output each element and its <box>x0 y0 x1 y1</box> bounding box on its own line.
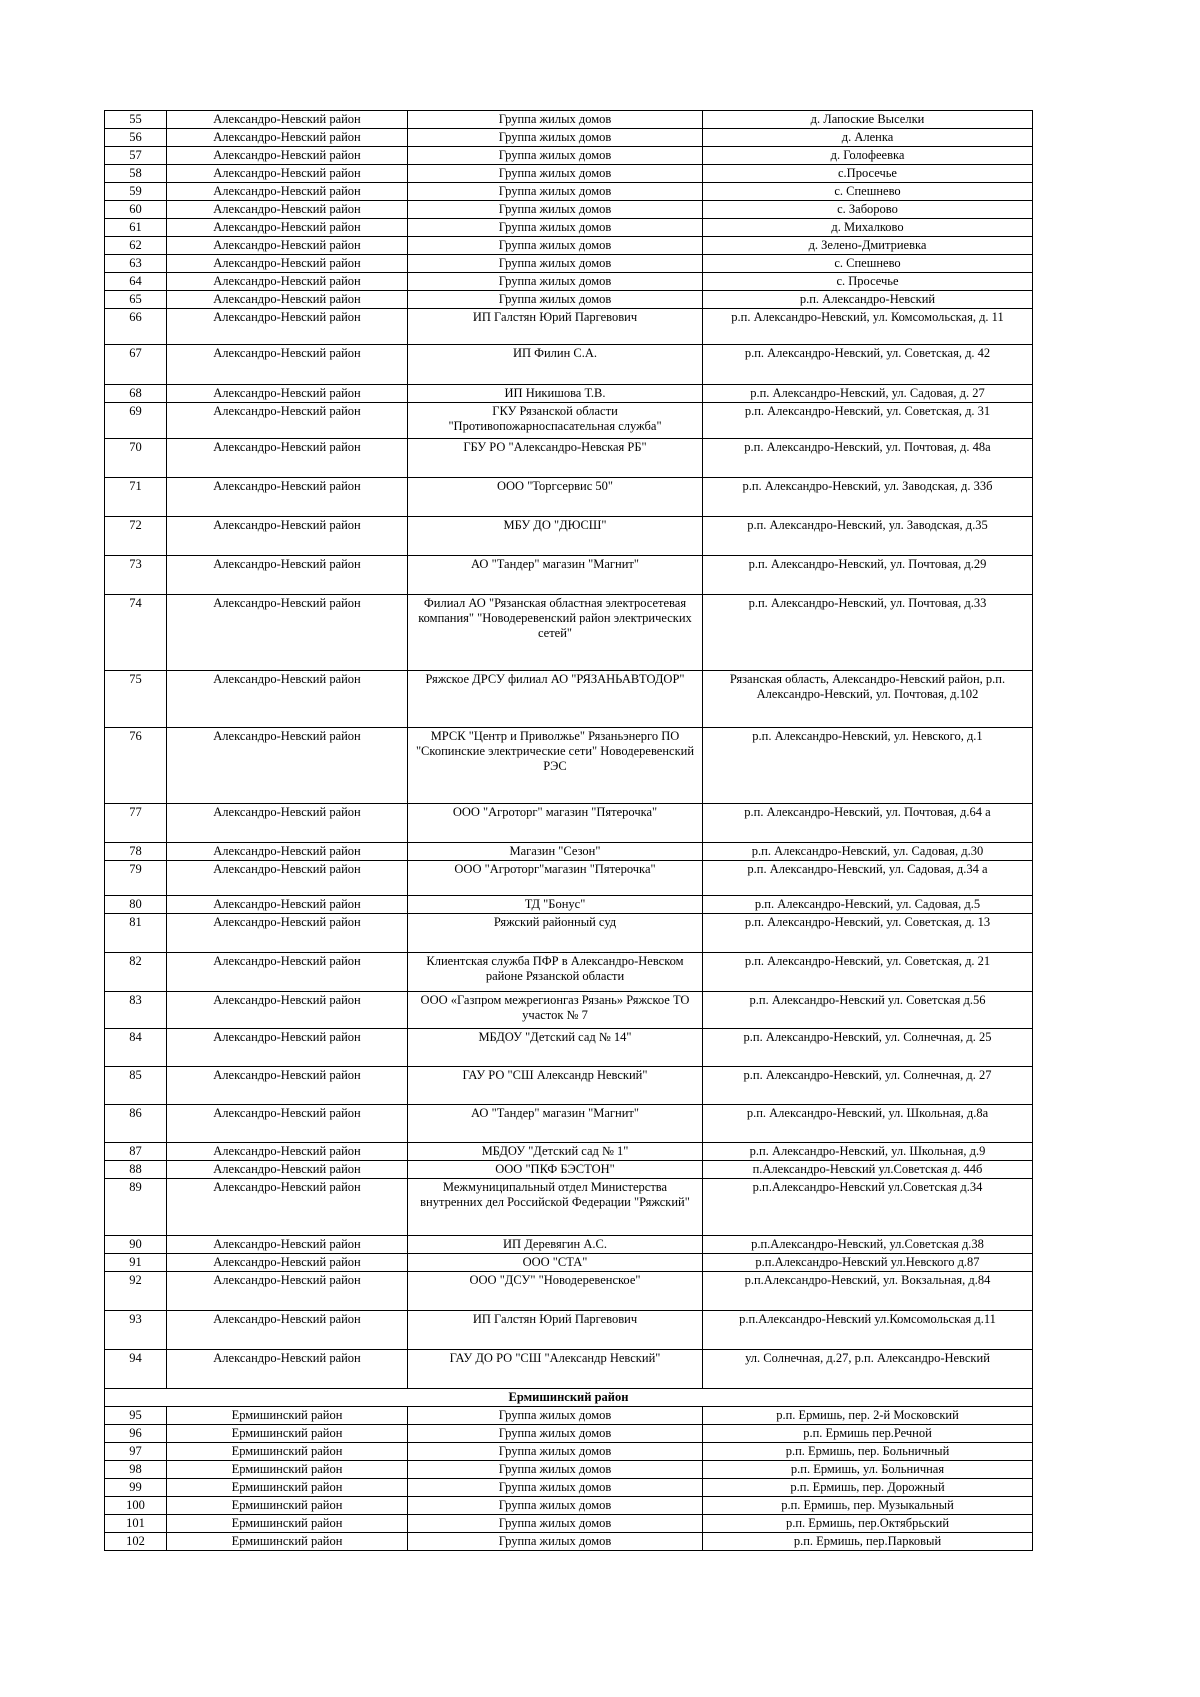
row-number: 89 <box>105 1179 167 1236</box>
address-cell: п.Александро-Невский ул.Советская д. 44б <box>703 1161 1033 1179</box>
organization-cell: ИП Филин С.А. <box>408 345 703 385</box>
table-row <box>105 1272 1033 1311</box>
organization-cell: Группа жилых домов <box>408 147 703 165</box>
organization-cell: МБДОУ "Детский сад № 14" <box>408 1029 703 1067</box>
district-cell: Александро-Невский район <box>167 896 408 914</box>
address-cell: д. Зелено-Дмитриевка <box>703 237 1033 255</box>
organization-cell: Межмуниципальный отдел Министерства внутренних дел Российской Федерации "Ряжский" <box>408 1179 703 1236</box>
organization-cell: Группа жилых домов <box>408 255 703 273</box>
table-row <box>105 1029 1033 1067</box>
district-cell: Александро-Невский район <box>167 1143 408 1161</box>
organization-cell: АО "Тандер" магазин "Магнит" <box>408 556 703 595</box>
address-cell: р.п.Александро-Невский, ул.Советская д.38 <box>703 1236 1033 1254</box>
organization-cell: Группа жилых домов <box>408 165 703 183</box>
row-number: 68 <box>105 385 167 403</box>
row-number: 55 <box>105 111 167 129</box>
address-cell: р.п. Ермишь пер.Речной <box>703 1425 1033 1443</box>
district-cell: Александро-Невский район <box>167 843 408 861</box>
address-cell: с.Просечье <box>703 165 1033 183</box>
table-row <box>105 1311 1033 1350</box>
district-cell: Александро-Невский район <box>167 165 408 183</box>
row-number: 73 <box>105 556 167 595</box>
table-row <box>105 111 1033 129</box>
table-row <box>105 1497 1033 1515</box>
district-cell: Александро-Невский район <box>167 183 408 201</box>
district-cell: Ермишинский район <box>167 1461 408 1479</box>
organization-cell: Группа жилых домов <box>408 201 703 219</box>
organization-cell: Группа жилых домов <box>408 129 703 147</box>
row-number: 74 <box>105 595 167 671</box>
table-row <box>105 1179 1033 1236</box>
row-number: 99 <box>105 1479 167 1497</box>
organization-cell: МБДОУ "Детский сад № 1" <box>408 1143 703 1161</box>
address-cell: р.п. Александро-Невский, ул. Садовая, д.30 <box>703 843 1033 861</box>
table-section-ermishinsky <box>105 1407 1033 1551</box>
row-number: 92 <box>105 1272 167 1311</box>
row-number: 86 <box>105 1105 167 1143</box>
table-row <box>105 255 1033 273</box>
table-row <box>105 439 1033 478</box>
organization-cell: Ряжский районный суд <box>408 914 703 953</box>
table-row <box>105 804 1033 843</box>
table-row <box>105 1533 1033 1551</box>
organization-cell: ТД "Бонус" <box>408 896 703 914</box>
organization-cell: ООО "СТА" <box>408 1254 703 1272</box>
row-number: 64 <box>105 273 167 291</box>
row-number: 82 <box>105 953 167 992</box>
row-number: 90 <box>105 1236 167 1254</box>
table-row <box>105 595 1033 671</box>
organization-cell: ГАУ ДО РО "СШ "Александр Невский" <box>408 1350 703 1389</box>
district-cell: Александро-Невский район <box>167 129 408 147</box>
district-cell: Александро-Невский район <box>167 439 408 478</box>
row-number: 62 <box>105 237 167 255</box>
row-number: 63 <box>105 255 167 273</box>
district-cell: Ермишинский район <box>167 1497 408 1515</box>
table-row <box>105 1143 1033 1161</box>
district-cell: Александро-Невский район <box>167 147 408 165</box>
address-cell: Рязанская область, Александро-Невский район, р.п. Александро-Невский, ул. Почтовая, д.102 <box>703 671 1033 728</box>
district-cell: Александро-Невский район <box>167 953 408 992</box>
organization-cell: Группа жилых домов <box>408 1461 703 1479</box>
address-cell: р.п. Александро-Невский, ул. Заводская, д. 33б <box>703 478 1033 517</box>
address-cell: р.п. Александро-Невский, ул. Почтовая, д.33 <box>703 595 1033 671</box>
district-cell: Ермишинский район <box>167 1515 408 1533</box>
table-row <box>105 1236 1033 1254</box>
table-row <box>105 1407 1033 1425</box>
table-row <box>105 861 1033 896</box>
organization-cell: Филиал АО "Рязанская областная электросетевая компания" "Новодеревенский район электрических сетей" <box>408 595 703 671</box>
row-number: 91 <box>105 1254 167 1272</box>
organization-cell: ИП Никишова Т.В. <box>408 385 703 403</box>
row-number: 75 <box>105 671 167 728</box>
row-number: 78 <box>105 843 167 861</box>
district-cell: Александро-Невский район <box>167 992 408 1029</box>
row-number: 60 <box>105 201 167 219</box>
organization-cell: Группа жилых домов <box>408 1443 703 1461</box>
table-row <box>105 843 1033 861</box>
organization-cell: Группа жилых домов <box>408 1407 703 1425</box>
section-heading-ermishinsky: Ермишинский район <box>105 1389 1033 1407</box>
address-cell: р.п. Александро-Невский, ул. Комсомольская, д. 11 <box>703 309 1033 345</box>
table-section-header <box>105 1389 1033 1407</box>
table-section-alexandro-nevsky <box>105 111 1033 1389</box>
address-cell: р.п. Ермишь, пер.Октябрьский <box>703 1515 1033 1533</box>
district-cell: Александро-Невский район <box>167 1105 408 1143</box>
address-cell: д. Лапоские Выселки <box>703 111 1033 129</box>
table-row <box>105 201 1033 219</box>
table-row <box>105 992 1033 1029</box>
district-cell: Александро-Невский район <box>167 219 408 237</box>
organization-cell: Группа жилых домов <box>408 111 703 129</box>
table-row <box>105 728 1033 804</box>
address-cell: р.п. Ермишь, ул. Больничная <box>703 1461 1033 1479</box>
row-number: 85 <box>105 1067 167 1105</box>
organization-cell: ООО "ПКФ БЭСТОН" <box>408 1161 703 1179</box>
address-cell: р.п. Ермишь, пер.Парковый <box>703 1533 1033 1551</box>
address-cell: р.п. Александро-Невский, ул. Почтовая, д.29 <box>703 556 1033 595</box>
district-cell: Александро-Невский район <box>167 914 408 953</box>
district-cell: Александро-Невский район <box>167 1067 408 1105</box>
table-row <box>105 291 1033 309</box>
row-number: 88 <box>105 1161 167 1179</box>
district-cell: Ермишинский район <box>167 1479 408 1497</box>
table-row <box>105 953 1033 992</box>
table-row <box>105 671 1033 728</box>
table-row <box>105 1161 1033 1179</box>
district-cell: Александро-Невский район <box>167 1350 408 1389</box>
table-row <box>105 896 1033 914</box>
table-row <box>105 273 1033 291</box>
table-row <box>105 129 1033 147</box>
organization-cell: Группа жилых домов <box>408 291 703 309</box>
organization-cell: ГАУ РО "СШ Александр Невский" <box>408 1067 703 1105</box>
address-cell: р.п. Александро-Невский, ул. Почтовая, д.64 а <box>703 804 1033 843</box>
district-cell: Александро-Невский район <box>167 255 408 273</box>
address-cell: с. Спешнево <box>703 183 1033 201</box>
row-number: 80 <box>105 896 167 914</box>
row-number: 76 <box>105 728 167 804</box>
district-cell: Александро-Невский район <box>167 309 408 345</box>
district-cell: Александро-Невский район <box>167 1272 408 1311</box>
address-cell: р.п. Александро-Невский, ул. Солнечная, д. 25 <box>703 1029 1033 1067</box>
row-number: 70 <box>105 439 167 478</box>
table-row <box>105 237 1033 255</box>
district-cell: Александро-Невский район <box>167 556 408 595</box>
row-number: 81 <box>105 914 167 953</box>
row-number: 98 <box>105 1461 167 1479</box>
row-number: 102 <box>105 1533 167 1551</box>
table-row <box>105 1067 1033 1105</box>
address-cell: с. Просечье <box>703 273 1033 291</box>
organization-cell: МБУ ДО "ДЮСШ" <box>408 517 703 556</box>
district-cell: Александро-Невский район <box>167 1236 408 1254</box>
address-cell: д. Михалково <box>703 219 1033 237</box>
row-number: 77 <box>105 804 167 843</box>
organization-cell: ООО "Торгсервис 50" <box>408 478 703 517</box>
address-cell: р.п. Александро-Невский, ул. Садовая, д.34 а <box>703 861 1033 896</box>
organization-cell: Клиентская служба ПФР в Александро-Невском районе Рязанской области <box>408 953 703 992</box>
address-cell: р.п. Александро-Невский, ул. Школьная, д.9 <box>703 1143 1033 1161</box>
row-number: 95 <box>105 1407 167 1425</box>
row-number: 72 <box>105 517 167 556</box>
district-cell: Ермишинский район <box>167 1443 408 1461</box>
organization-cell: ИП Деревягин А.С. <box>408 1236 703 1254</box>
row-number: 66 <box>105 309 167 345</box>
district-cell: Александро-Невский район <box>167 595 408 671</box>
address-cell: р.п. Ермишь, пер. Дорожный <box>703 1479 1033 1497</box>
table-row <box>105 1443 1033 1461</box>
organization-cell: МРСК "Центр и Приволжье" Рязаньэнерго ПО "Скопинские электрические сети" Новодеревенский РЭС <box>408 728 703 804</box>
organization-cell: ГБУ РО "Александро-Невская РБ" <box>408 439 703 478</box>
organization-cell: Группа жилых домов <box>408 237 703 255</box>
row-number: 93 <box>105 1311 167 1350</box>
row-number: 69 <box>105 403 167 439</box>
address-cell: р.п. Александро-Невский, ул. Школьная, д.8а <box>703 1105 1033 1143</box>
organization-cell: Группа жилых домов <box>408 219 703 237</box>
district-cell: Александро-Невский район <box>167 478 408 517</box>
district-cell: Александро-Невский район <box>167 273 408 291</box>
objects-table <box>104 110 1033 1551</box>
district-cell: Александро-Невский район <box>167 201 408 219</box>
address-cell: р.п.Александро-Невский ул.Невского д.87 <box>703 1254 1033 1272</box>
district-cell: Александро-Невский район <box>167 1161 408 1179</box>
address-cell: р.п.Александро-Невский ул.Комсомольская д.11 <box>703 1311 1033 1350</box>
table-row <box>105 517 1033 556</box>
district-cell: Александро-Невский район <box>167 111 408 129</box>
organization-cell: Магазин "Сезон" <box>408 843 703 861</box>
row-number: 65 <box>105 291 167 309</box>
address-cell: р.п. Ермишь, пер. 2-й Московский <box>703 1407 1033 1425</box>
table-row <box>105 345 1033 385</box>
address-cell: р.п. Александро-Невский, ул. Советская, д. 21 <box>703 953 1033 992</box>
organization-cell: ИП Галстян Юрий Паргевович <box>408 1311 703 1350</box>
row-number: 101 <box>105 1515 167 1533</box>
district-cell: Александро-Невский район <box>167 671 408 728</box>
row-number: 57 <box>105 147 167 165</box>
table-row <box>105 914 1033 953</box>
row-number: 96 <box>105 1425 167 1443</box>
table-row <box>105 403 1033 439</box>
district-cell: Александро-Невский район <box>167 1179 408 1236</box>
address-cell: с. Спешнево <box>703 255 1033 273</box>
table-row <box>105 1461 1033 1479</box>
organization-cell: Группа жилых домов <box>408 183 703 201</box>
table-row <box>105 165 1033 183</box>
row-number: 59 <box>105 183 167 201</box>
address-cell: р.п. Александро-Невский, ул. Садовая, д.5 <box>703 896 1033 914</box>
table-row <box>105 478 1033 517</box>
organization-cell: Группа жилых домов <box>408 1515 703 1533</box>
row-number: 94 <box>105 1350 167 1389</box>
row-number: 79 <box>105 861 167 896</box>
district-cell: Александро-Невский район <box>167 804 408 843</box>
organization-cell: Группа жилых домов <box>408 1479 703 1497</box>
district-cell: Ермишинский район <box>167 1533 408 1551</box>
document-page <box>104 110 1032 1551</box>
table-row <box>105 385 1033 403</box>
organization-cell: АО "Тандер" магазин "Магнит" <box>408 1105 703 1143</box>
address-cell: р.п. Александро-Невский, ул. Советская, д. 31 <box>703 403 1033 439</box>
district-cell: Александро-Невский район <box>167 345 408 385</box>
district-cell: Ермишинский район <box>167 1407 408 1425</box>
address-cell: с. Заборово <box>703 201 1033 219</box>
district-cell: Александро-Невский район <box>167 728 408 804</box>
organization-cell: Группа жилых домов <box>408 1533 703 1551</box>
table-row <box>105 219 1033 237</box>
address-cell: р.п. Александро-Невский, ул. Советская, д. 42 <box>703 345 1033 385</box>
organization-cell: Группа жилых домов <box>408 1425 703 1443</box>
organization-cell: ИП Галстян Юрий Паргевович <box>408 309 703 345</box>
table-row <box>105 556 1033 595</box>
section-heading-row <box>105 1389 1033 1407</box>
address-cell: р.п. Александро-Невский, ул. Заводская, д.35 <box>703 517 1033 556</box>
table-row <box>105 1350 1033 1389</box>
address-cell: р.п.Александро-Невский ул.Советская д.34 <box>703 1179 1033 1236</box>
district-cell: Александро-Невский район <box>167 385 408 403</box>
address-cell: р.п. Александро-Невский, ул. Садовая, д. 27 <box>703 385 1033 403</box>
district-cell: Александро-Невский район <box>167 1311 408 1350</box>
row-number: 67 <box>105 345 167 385</box>
address-cell: р.п. Александро-Невский, ул. Почтовая, д. 48а <box>703 439 1033 478</box>
row-number: 58 <box>105 165 167 183</box>
table-row <box>105 147 1033 165</box>
table-row <box>105 1425 1033 1443</box>
organization-cell: Группа жилых домов <box>408 1497 703 1515</box>
row-number: 87 <box>105 1143 167 1161</box>
address-cell: р.п. Ермишь, пер. Музыкальный <box>703 1497 1033 1515</box>
table-row <box>105 309 1033 345</box>
row-number: 100 <box>105 1497 167 1515</box>
table-row <box>105 1105 1033 1143</box>
table-row <box>105 1515 1033 1533</box>
row-number: 61 <box>105 219 167 237</box>
row-number: 83 <box>105 992 167 1029</box>
address-cell: р.п. Ермишь, пер. Больничный <box>703 1443 1033 1461</box>
address-cell: р.п.Александро-Невский, ул. Вокзальная, д.84 <box>703 1272 1033 1311</box>
organization-cell: ООО "Агроторг"магазин "Пятерочка" <box>408 861 703 896</box>
address-cell: р.п. Александро-Невский, ул. Невского, д.1 <box>703 728 1033 804</box>
district-cell: Ермишинский район <box>167 1425 408 1443</box>
address-cell: д. Аленка <box>703 129 1033 147</box>
organization-cell: ООО "Агроторг" магазин "Пятерочка" <box>408 804 703 843</box>
address-cell: д. Голофеевка <box>703 147 1033 165</box>
row-number: 56 <box>105 129 167 147</box>
row-number: 84 <box>105 1029 167 1067</box>
organization-cell: ООО «Газпром межрегионгаз Рязань» Ряжское ТО участок № 7 <box>408 992 703 1029</box>
address-cell: р.п. Александро-Невский, ул. Советская, д. 13 <box>703 914 1033 953</box>
organization-cell: Группа жилых домов <box>408 273 703 291</box>
table-row <box>105 1254 1033 1272</box>
address-cell: р.п. Александро-Невский, ул. Солнечная, д. 27 <box>703 1067 1033 1105</box>
organization-cell: ООО "ДСУ" "Новодеревенское" <box>408 1272 703 1311</box>
table-row <box>105 183 1033 201</box>
district-cell: Александро-Невский район <box>167 291 408 309</box>
table-row <box>105 1479 1033 1497</box>
address-cell: р.п. Александро-Невский <box>703 291 1033 309</box>
district-cell: Александро-Невский район <box>167 1254 408 1272</box>
district-cell: Александро-Невский район <box>167 403 408 439</box>
row-number: 71 <box>105 478 167 517</box>
row-number: 97 <box>105 1443 167 1461</box>
organization-cell: Ряжское ДРСУ филиал АО "РЯЗАНЬАВТОДОР" <box>408 671 703 728</box>
district-cell: Александро-Невский район <box>167 237 408 255</box>
district-cell: Александро-Невский район <box>167 1029 408 1067</box>
organization-cell: ГКУ Рязанской области "Противопожарноспасательная служба" <box>408 403 703 439</box>
district-cell: Александро-Невский район <box>167 861 408 896</box>
address-cell: ул. Солнечная, д.27, р.п. Александро-Невский <box>703 1350 1033 1389</box>
district-cell: Александро-Невский район <box>167 517 408 556</box>
address-cell: р.п. Александро-Невский ул. Советская д.56 <box>703 992 1033 1029</box>
